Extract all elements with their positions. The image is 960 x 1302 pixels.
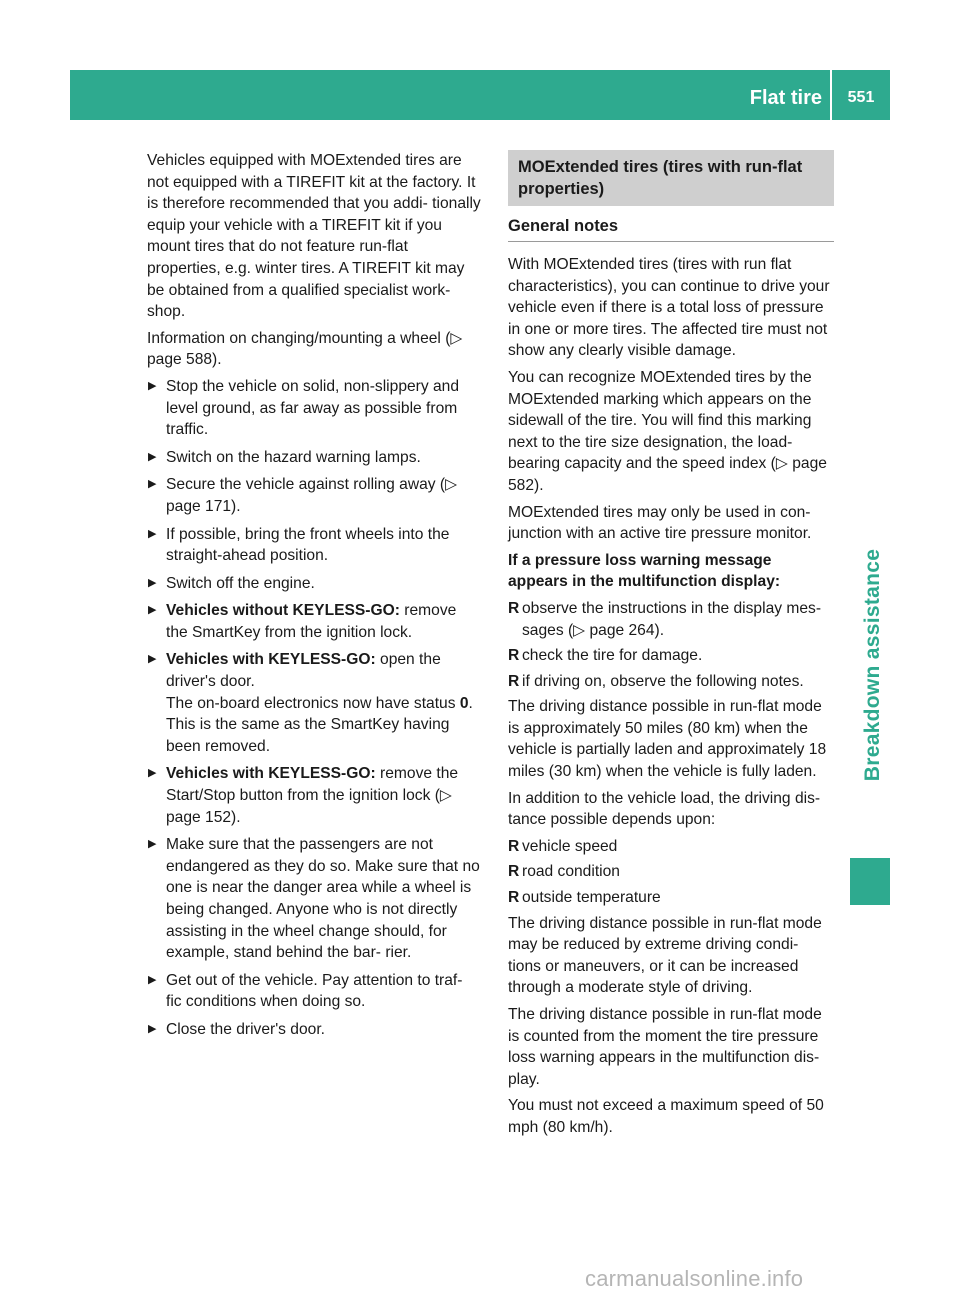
- warning-heading: If a pressure loss warning message appears in the multifunction display:: [508, 551, 781, 591]
- bullet-item: R vehicle speed: [508, 836, 834, 858]
- step-arrow-icon: ▶: [148, 767, 157, 780]
- side-tab-label: Breakdown assistance: [861, 548, 884, 782]
- arrow-ref-icon: ▷: [573, 621, 586, 639]
- arrow-ref-icon: ▷: [450, 329, 463, 347]
- bullet-item: R outside temperature: [508, 887, 834, 909]
- step-arrow-icon: ▶: [148, 478, 157, 491]
- page-ref-link[interactable]: page 264: [589, 621, 655, 639]
- step-arrow-icon: ▶: [148, 653, 157, 666]
- step-item: ▶ Stop the vehicle on solid, non-slippery and level ground, as far away as possible from traffic.: [148, 377, 459, 439]
- paragraph: With MOExtended tires (tires with run flat characteristics), you can continue to drive your vehicle even if there is a total loss of pressure in one or more tires. The affected tire must not show any clearly visible damage.: [508, 256, 830, 360]
- page-ref-link[interactable]: page 588: [147, 351, 213, 369]
- right-column: [508, 150, 834, 1144]
- step-item: ▶ Secure the vehicle against rolling away (▷ page 171).: [148, 476, 458, 515]
- bullet-item: R check the tire for damage.: [508, 645, 834, 667]
- watermark: carmanualsonline.info: [585, 1266, 804, 1291]
- page-number: 551: [847, 89, 875, 106]
- intro-paragraph: Vehicles equipped with MOExtended tires are not equipped with a TIREFIT kit at the factory. It is therefore recommended that you addi- tionally equip your vehicle with a TIREFIT kit if you mount tires that do not feature run-flat properties, e.g. winter tires. A TIREFIT kit may be obtained from a qualified specialist work- shop.: [147, 152, 481, 321]
- paragraph: You must not exceed a maximum speed of 50 mph (80 km/h).: [508, 1097, 824, 1136]
- step-arrow-icon: ▶: [148, 576, 157, 589]
- bullet-icon: R: [508, 647, 520, 665]
- step-item: ▶ Vehicles without KEYLESS-GO: remove the SmartKey from the ignition lock.: [148, 602, 457, 641]
- bullet-icon: R: [508, 599, 520, 617]
- arrow-ref-icon: ▷: [445, 476, 458, 494]
- step-arrow-icon: ▶: [148, 604, 157, 617]
- step-item: ▶ If possible, bring the front wheels into the straight-ahead position.: [148, 525, 450, 565]
- bullet-icon: R: [508, 672, 520, 690]
- bullet-item: R observe the instructions in the display mes- sages (▷ page 264).: [508, 599, 822, 639]
- step-arrow-icon: ▶: [148, 379, 157, 392]
- step-item: ▶ Get out of the vehicle. Pay attention to traf- fic conditions when doing so.: [148, 971, 463, 1011]
- chapter-title: Flat tire: [749, 87, 822, 109]
- step-arrow-icon: ▶: [148, 838, 157, 851]
- bullet-icon: R: [508, 889, 520, 907]
- step-item: ▶ Switch off the engine.: [147, 573, 481, 595]
- bullet-icon: R: [508, 837, 520, 855]
- paragraph: You can recognize MOExtended tires by the MOExtended marking which appears on the sidewall of the tire. You will find this marking next to the tire size designation, the load- bearing capacity and the speed index (▷ page 582).: [508, 368, 827, 494]
- header-bar: [70, 70, 890, 120]
- step-item: ▶ Switch on the hazard warning lamps.: [147, 447, 481, 469]
- arrow-ref-icon: ▷: [775, 455, 788, 473]
- side-tab-marker: [850, 858, 890, 905]
- subheading: General notes: [508, 215, 834, 242]
- paragraph: In addition to the vehicle load, the driving dis- tance possible depends upon:: [508, 789, 821, 829]
- step-arrow-icon: ▶: [148, 1022, 157, 1035]
- step-arrow-icon: ▶: [148, 973, 157, 986]
- paragraph: The driving distance possible in run-flat mode is approximately 50 miles (80 km) when the vehicle is partially laden and approximately 18 miles (30 km) when the vehicle is fully laden.: [508, 698, 827, 781]
- bullet-item: R road condition: [508, 861, 834, 883]
- paragraph: MOExtended tires may only be used in con- junction with an active tire pressure monitor.: [508, 503, 812, 543]
- page-ref-link[interactable]: page 152: [166, 808, 232, 826]
- bullet-icon: R: [508, 863, 520, 881]
- paragraph: The driving distance possible in run-flat mode is counted from the moment the tire pressure loss warning appears in the multifunction dis- play.: [508, 1006, 822, 1088]
- step-item: ▶ Vehicles with KEYLESS-GO: remove the Start/Stop button from the ignition lock (▷ page 152).: [148, 765, 459, 826]
- section-title: MOExtended tires (tires with run-flat properties): [508, 150, 834, 206]
- bullet-item: R if driving on, observe the following notes.: [508, 671, 834, 693]
- page-ref-link[interactable]: page 171: [166, 497, 232, 515]
- left-column: [147, 150, 481, 1047]
- info-paragraph: Information on changing/mounting a wheel (▷ page 588).: [147, 329, 463, 369]
- step-arrow-icon: ▶: [148, 527, 157, 540]
- page-ref-link[interactable]: page 582: [508, 455, 827, 494]
- paragraph: The driving distance possible in run-flat mode may be reduced by extreme driving condi- tions or maneuvers, or it can be increased through a moderate style of driving.: [508, 914, 822, 997]
- step-arrow-icon: ▶: [148, 450, 157, 463]
- step-item: ▶ Make sure that the passengers are not endangered as they do so. Make sure that no one is near the danger area while a wheel is being changed. Anyone who is not directly assisting in the wheel change should, for example, stand behind the bar- rier.: [148, 836, 480, 962]
- arrow-ref-icon: ▷: [439, 787, 452, 805]
- step-item: ▶ Close the driver's door.: [147, 1019, 481, 1041]
- step-item: ▶ Vehicles with KEYLESS-GO: open the driver's door. The on-board electronics now have status 0. This is the same as the SmartKey having been removed.: [148, 651, 473, 755]
